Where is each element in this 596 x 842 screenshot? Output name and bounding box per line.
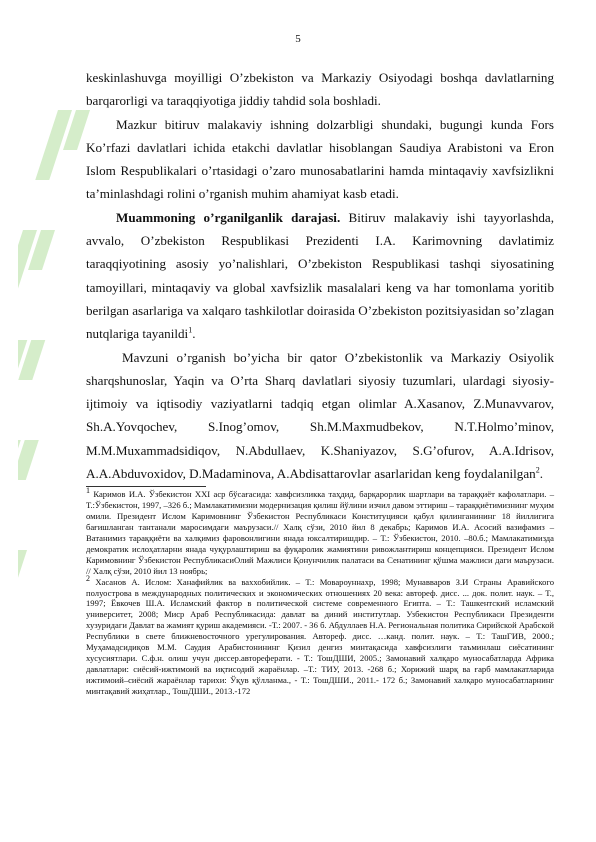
footnote-1 [86,486,554,576]
section-heading: Muammoning o’rganilganlik darajasi. [116,209,341,225]
footnote-2 [86,573,554,697]
footnote-divider [86,486,206,487]
paragraph-2: Mazkur bitiruv malakaviy ishning dolzarbligi shundaki, bugungi kunda Fors Ko’rfazi davlatlari ichida etakchi davlatlar hisoblangan Saudiya Arabistoni va Eron Islom Respublikalari o’rtasidagi o’zaro munosabatlarini hamda mintaqaviy xavfsizlikni ta’minlashdagi rolini o’rganish muhim ahamiyat kasb etadi. [86,116,554,202]
paragraph-4: Mavzuni o’rganish bo’yicha bir qator O’zbekistonlik va Markaziy Osiyolik sharqshunoslar, Yaqin va O’rta Sharq davlatlari siyosiy tuzumlari, ulardagi siyosiy-ijtimoiy va iqtisodiy vaziyatlarni tadqiq etgan olimlar A.Xasanov, Z.Munavvarov, Sh.A.Yovqochev, S.Inog’omov, Sh.M.Maxmudbekov, N.T.Holmo’minov, M.M.Muxammadsidiqov, N.Abdullaev, K.Shaniyazov, S.G’ofurov, A.A.Idrisov, A.A.Abduvoxidov, D.Madaminova, A.Abdisattarovlar asarlaridan keng foydalanilgan$^2$. [86,349,554,482]
paragraph-1: keskinlashuvga moyilligi O’zbekiston va Markaziy Osiyodagi boshqa davlatlarning barqarorligi va taraqqiyotiga jiddiy tahdid sola boshladi. [86,70,554,109]
footnote-ref-2[interactable]: 2 [535,465,540,475]
paragraph-3-text: Bitiruv malakaviy ishi tayyorlashda, avvalo, O’zbekiston Respublikasi Prezidenti I.A. Karimovning davlatimiz taraqqiyotining asosiy yo’nalishlari, O’zbekiston Respublikasi tashqi siyosatining tamoyillari, mintaqaviy va global xavfsizlik masalalari keng va har tomonlama yoritib berilgan asarlariga va xalqaro tashkilotlar doirasida O’zbekiston pozitsiyasidan so’zlagan nutqlariga tayanildi [86,209,554,342]
footnotes [86,486,554,696]
footnote-1-mark: 1 [86,486,90,496]
main-text [86,66,554,697]
footnote-1-text: Каримов И.А. Ўзбекистон ХХI аср бўсағасида: хавфсизликка таҳдид, барқарорлик шартлари ва тараққиёт кафолатлари. –Т.:Ўзбекистон, 1997, –326 б.; Мамлакатимизни модернизация қилиш йўлини изчил давом эттириш – тараққиётимизнинг муҳим омили. Президент Ислом Каримовнинг Ўзбекистон Республикаси Конституцияси қабул қилинганининг 18 йиллигига бағишланган тантанали маросимдаги маърузаси.// Халқ сўзи, 2010 йил 8 декабрь; Каримов И.А. Асосий вазифамиз – Ватанимиз тараққиёти ва халқимиз фаровонлигини янада юксалтиришдир. – Т.: Ўзбекистон, 2010. –80.б.; Мамлакатимизда демократик ислоҳатларни янада чуқурлаштириш ва фуқаролик жамиятини ривожлантириш концепцияси. Президент Ислом Каримовнинг Ўзбекистон РеспубликасиОлий Мажлиси Қонунчилик палатаси ва Сенатининг қўшма мажлиси даги маърузаси. // Халқ сўзи, 2010 йил 13 ноябрь; [86,489,554,576]
paragraph-3: Muammoning o’rganilganlik darajasi. Bitiruv malakaviy ishi tayyorlashda, avvalo, O’zbekiston Respublikasi Prezidenti I.A. Karimovning davlatimiz taraqqiyotining asosiy yo’nalishlari, O’zbekiston Respublikasi tashqi siyosatining tamoyillari, mintaqaviy va global xavfsizlik masalalari keng va har tomonlama yoritib berilgan asarlariga va xalqaro tashkilotlar doirasida O’zbekiston pozitsiyasidan so’zlagan nutqlariga tayanildi$^1$. [86,209,554,342]
footnote-2-text: Хасанов А. Ислом: Ханафийлик ва ваххобийлик. – Т.: Мовароуннахр, 1998; Мунавваров З.И Страны Аравийского полуострова в международных политических и экономических отношениях 20 века: автореф. дисс. ... док. полит. наук. – Т., 1997; Ёвкочев Ш.А. Исламский фактор в политической системе современного Египта. – Т.: Ташкентский исламский университет, 2008; Миср Араб Республикасида: давлат ва диний институтлар. Узбекистон Республикаси Президенти хузуридаги Давлат ва жамият қуриш академияси. -Т.: 2007. - 36 б. Абдуллаев Н.А. Региональная политика Сирийской Арабской Республики в свете ближневосточного урегулирования. Автореф. дисс. …канд. полит. наук. – Т.: ТашГИВ, 2000.; Муҳамадсидиқов М.М. Саудия Арабистонининг Қизил денгиз минтақасида хавфсизлиги таъминлаш сиёсатининг хусусиятлари. С.ф.н. олиш учун диссер.автореферати. - Т.: ТошДШИ, 2005.; Замонавий халқаро муносабатларда Африка давлатлари: сиёсий-ижтимоий ва иқтисодий жараёнлар. –Т.: ТИУ, 2013. -268 б.; Хорижий шарқ ва ғарб мамлакатларида ижтимоий–сиёсий жараёнлар тарихи: Ўқув қўлланма., - Т.: ТошДШИ., 2011.- 172 б.; Замонавий халқаро муносабатларнинг минтақавий жиҳатлар., ТошДШИ., 2013.-172 [86,576,554,696]
page-number: 5 [295,33,301,45]
paragraph-4-text: Mavzuni o’rganish bo’yicha bir qator O’zbekistonlik va Markaziy Osiyolik sharqshunoslar, Yaqin va O’rta Sharq davlatlari siyosiy tuzumlari, ulardagi siyosiy-ijtimoiy va iqtisodiy vaziyatlarni tadqiq etgan olimlar A.Xasanov, Z.Munavvarov, Sh.A.Yovqochev, S.Inog’omov, Sh.M.Maxmudbekov, N.T.Holmo’minov, M.M.Muxammadsidiqov, N.Abdullaev, K.Shaniyazov, S.G’ofurov, A.A.Idrisov, A.A.Abduvoxidov, D.Madaminova, A.Abdisattarovlar asarlaridan keng foydalanilgan [86,349,554,482]
footnote-2-mark: 2 [86,573,90,583]
footnote-ref-1[interactable]: 1 [188,325,193,335]
